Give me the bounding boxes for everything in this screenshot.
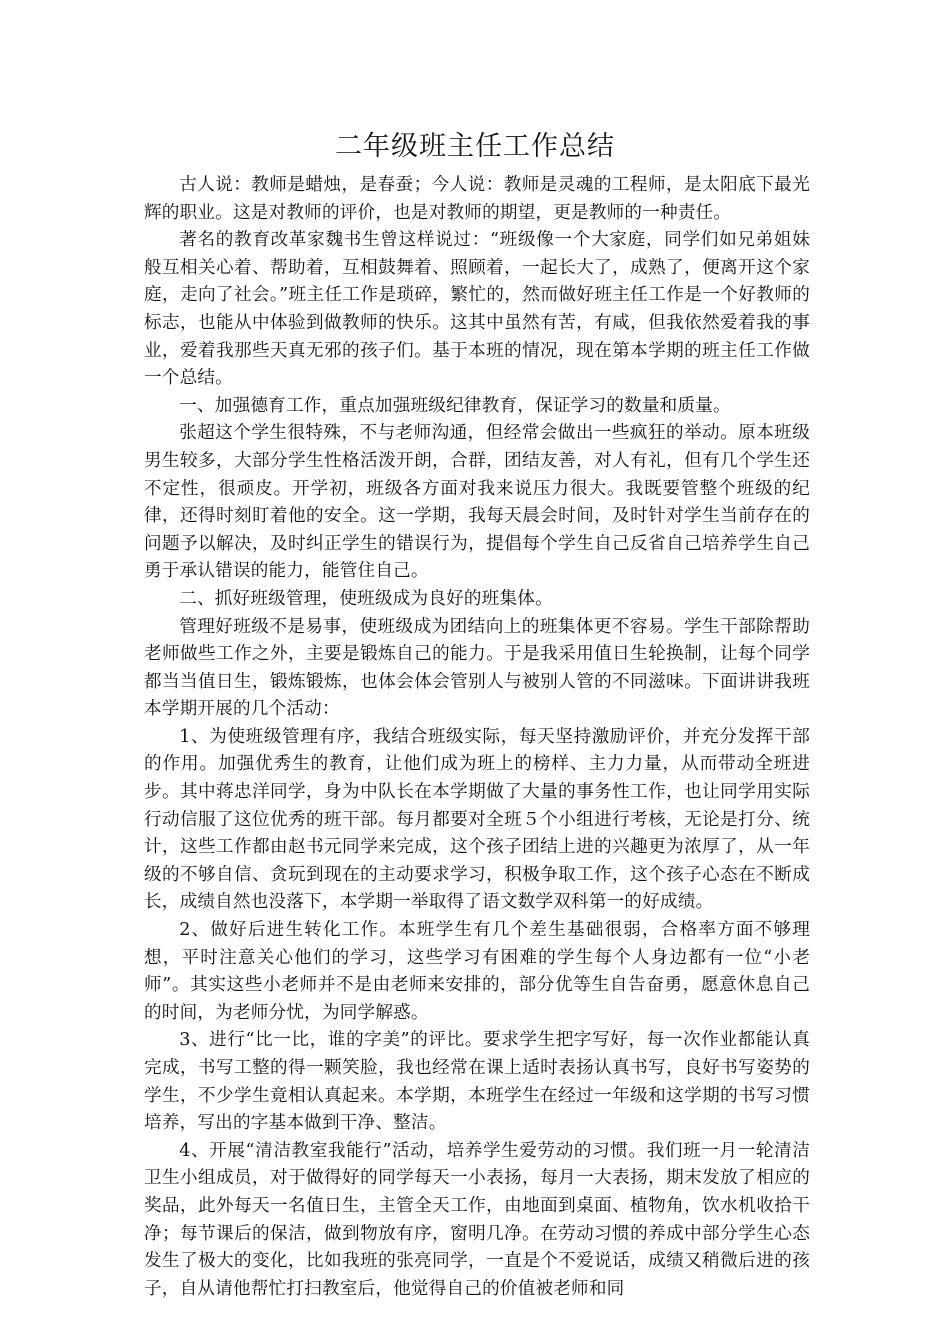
- activity-item-3: 3、进行“比一比，谁的字美”的评比。要求学生把字写好，每一次作业都能认真完成，书写工整的得一颗笑脸，我也经常在课上适时表扬认真书写，良好书写姿势的学生，不少学生竟相认真起来。本学期，本班学生在经过一年级和这学期的书写习惯培养，写出的字基本做到干净、整洁。: [144, 1030, 810, 1134]
- document-title: 二年级班主任工作总结: [335, 131, 615, 162]
- paragraph-quote: 著名的教育改革家魏书生曾这样说过：“班级像一个大家庭，同学们如兄弟姐妹般互相关心着、帮助着，互相鼓舞着、照顾着，一起长大了，成熟了，便离开这个家庭，走向了社会。”班主任工作是琐碎，繁忙的，然而做好班主任工作是一个好教师的标志，也能从中体验到做教师的快乐。这其中虽然有苦，有咸，但我依然爱着我的事业，爱着我那些天真无邪的孩子们。基于本班的情况，现在第本学期的班主任工作做一个总结。: [144, 230, 810, 389]
- activity-item-4: 4、开展“清洁教室我能行”活动，培养学生爱劳动的习惯。我们班一月一轮清洁卫生小组成员，对于做得好的同学每天一小表扬，每月一大表扬，期末发放了相应的奖品，此外每天一名值日生，主管全天工作，由地面到桌面、植物角，饮水机收拾干净；每节课后的保洁，做到物放有序，窗明几净。在劳动习惯的养成中部分学生心态发生了极大的变化，比如我班的张亮同学，一直是个不爱说话，成绩又稍微后进的孩子，自从请他帮忙打扫教室后，他觉得自己的价值被老师和同: [144, 1140, 810, 1299]
- document-body: [144, 172, 810, 1303]
- paragraph-section-1: 张超这个学生很特殊，不与老师沟通，但经常会做出一些疯狂的举动。原本班级男生较多，大部分学生性格活泼开朗，合群，团结友善，对人有礼，但有几个学生还不定性，很顽皮。开学初，班级各方面对我来说压力很大。我既要管整个班级的纪律，还得时刻盯着他的安全。这一学期，我每天晨会时间，及时针对学生当前存在的问题予以解决，及时纠正学生的错误行为，提倡每个学生自己反省自己培养学生自己勇于承认错误的能力，能管住自己。: [144, 423, 810, 582]
- paragraph-section-2: 管理好班级不是易事，使班级成为团结向上的班集体更不容易。学生干部除帮助老师做些工作之外，主要是锻炼自己的能力。于是我采用值日生轮换制，让每个同学都当当值日生，锻炼锻炼，也体会体会管别人与被别人管的不同滋味。下面讲讲我班本学期开展的几个活动：: [144, 616, 810, 720]
- paragraph-intro: 古人说：教师是蜡烛，是春蚕；今人说：教师是灵魂的工程师，是太阳底下最光辉的职业。这是对教师的评价，也是对教师的期望，更是教师的一种责任。: [144, 175, 810, 223]
- section-heading-2: 二、抓好班级管理，使班级成为良好的班集体。: [179, 588, 553, 609]
- activity-item-2: 2、做好后进生转化工作。本班学生有几个差生基础很弱，合格率方面不够理想，平时注意关心他们的学习，这些学习有困难的学生每个人身边都有一位“小老师”。其实这些小老师并不是由老师来安排的，部分优等生自告奋勇，愿意休息自己的时间，为老师分忧，为同学解惑。: [144, 920, 810, 1023]
- activity-item-1: 1、为使班级管理有序，我结合班级实际，每天坚持激励评价，并充分发挥干部的作用。加强优秀生的教育，让他们成为班上的榜样、主力力量，从而带动全班进步。其中蒋忠洋同学，身为中队长在本学期做了大量的事务性工作，也让同学用实际行动信服了这位优秀的班干部。每月都要对全班５个小组进行考核，无论是打分、统计，这些工作都由赵书元同学来完成，这个孩子团结上进的兴趣更为浓厚了，从一年级的不够自信、贪玩到现在的主动要求学习，积极争取工作，这个孩子心态在不断成长，成绩自然也没落下，本学期一举取得了语文数学双科第一的好成绩。: [144, 726, 810, 913]
- section-heading-1: 一、加强德育工作，重点加强班级纪律教育，保证学习的数量和质量。: [179, 395, 731, 416]
